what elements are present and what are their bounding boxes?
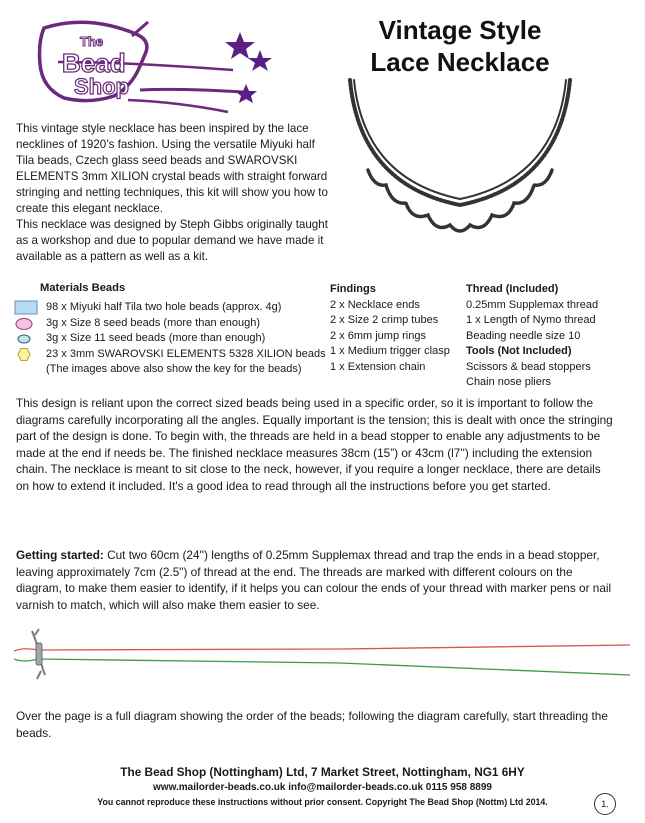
materials-note: (The images above also show the key for the beads) <box>46 363 302 375</box>
getting-started-label: Getting started: <box>16 548 104 562</box>
material-label: 3g x Size 8 seed beads (more than enough) <box>46 316 261 329</box>
getting-started-paragraph <box>16 547 616 613</box>
footer-address: The Bead Shop (Nottingham) Ltd, 7 Market Street, Nottingham, NG1 6HY <box>120 765 525 779</box>
material-label: 98 x Miyuki half Tila two hole beads (approx. 4g) <box>46 301 282 313</box>
intro-paragraph-2: This necklace was designed by Steph Gibbs originally taught as a workshop and due to popular demand we have made it available as a pattern as well as a kit. <box>16 218 328 263</box>
tools-item: Scissors & bead stoppers <box>466 360 591 373</box>
size11-bead-icon <box>14 331 46 346</box>
material-label: 3g x Size 11 seed beads (more than enough) <box>46 332 266 344</box>
thread-item: Beading needle size 10 <box>466 329 581 342</box>
design-paragraph <box>16 395 616 494</box>
over-page-text: Over the page is a full diagram showing the order of the beads; following the diagram carefully, start threading the beads. <box>16 709 608 740</box>
material-size11 <box>14 331 344 347</box>
thread-diagram <box>10 625 635 685</box>
findings-heading: Findings <box>330 283 376 295</box>
thread-heading: Thread (Included) <box>466 283 559 295</box>
tools-item: Chain nose pliers <box>466 376 551 388</box>
bead-stopper-icon <box>32 629 45 679</box>
findings-item: 2 x Necklace ends <box>330 298 420 311</box>
title-line-1: Vintage Style <box>378 15 542 45</box>
findings-item: 1 x Medium trigger clasp <box>330 345 450 357</box>
logo-line-shop: Shop <box>74 74 129 99</box>
intro-paragraph-1: This vintage style necklace has been inspired by the lace necklines of 1920’s fashion. Using the versatile Miyuki half Tila beads, Czech glass seed beads and SWAROVSKI ELEMENTS 3mm XILION crystal beads with straight forward stringing and netting techniques, this kit will show you how to create this elegant necklace. <box>16 122 328 215</box>
intro-text <box>16 121 328 265</box>
bead-shop-logo <box>28 12 278 124</box>
thread-tools-section <box>466 282 636 391</box>
material-tila <box>14 300 344 316</box>
title-line-2: Lace Necklace <box>370 47 550 77</box>
footer-contact: www.mailorder-beads.co.uk info@mailorder-beads.co.uk 0115 958 8899 <box>153 782 492 793</box>
materials-heading: Materials Beads <box>40 282 126 294</box>
page-title <box>340 14 580 78</box>
design-text: This design is reliant upon the correct sized beads being used in a specific order, so it is important to follow the diagrams carefully incorporating all the angles. Equally important is the tension; this is dealt with once the stringing part of the design is done. To begin with, the threads are held in a bead stopper to enable any adjustments to be made at the end if needs be. The finished necklace measures 38cm (15”) or 43cm (l7'') including the extension chain. The necklace is meant to sit close to the neck, however, if you require a longer necklace, there are details on how to extend it included. It's a good idea to read through all the instructions before you get started. <box>16 396 613 493</box>
material-label: 23 x 3mm SWAROVSKI ELEMENTS 5328 XILION beads <box>46 347 326 360</box>
findings-section <box>330 282 460 375</box>
getting-started-text: Cut two 60cm (24'') lengths of 0.25mm Supplemax thread and trap the ends in a bead stopper, leaving approximately 7cm (2.5") of thread at the end. The threads are marked with different colours on the diagram, to make them easier to identify, if it helps you can colour the ends of your thread with marker pens or nail varnish to match, which will also make them easier to see. <box>16 548 612 612</box>
tila-bead-icon <box>14 300 46 315</box>
necklace-photo <box>340 75 580 255</box>
logo-line-the: The <box>80 34 104 49</box>
size8-bead-icon <box>14 316 46 331</box>
xilion-bead-icon <box>14 347 46 362</box>
logo-line-bead: Bead <box>62 48 126 78</box>
tools-heading: Tools (Not Included) <box>466 345 572 357</box>
findings-item: 2 x 6mm jump rings <box>330 329 426 342</box>
material-xilion <box>14 347 344 363</box>
materials-list <box>14 300 344 378</box>
material-size8 <box>14 316 344 332</box>
footer-copyright: You cannot reproduce these instructions without prior consent. Copyright The Bead Shop (Nottm) Ltd 2014. <box>97 797 548 807</box>
findings-item: 2 x Size 2 crimp tubes <box>330 314 439 326</box>
thread-item: 0.25mm Supplemax thread <box>466 298 599 311</box>
over-page-paragraph <box>16 708 616 741</box>
page-number: 1. <box>594 793 616 815</box>
thread-item: 1 x Length of Nymo thread <box>466 314 596 326</box>
findings-item: 1 x Extension chain <box>330 360 426 373</box>
